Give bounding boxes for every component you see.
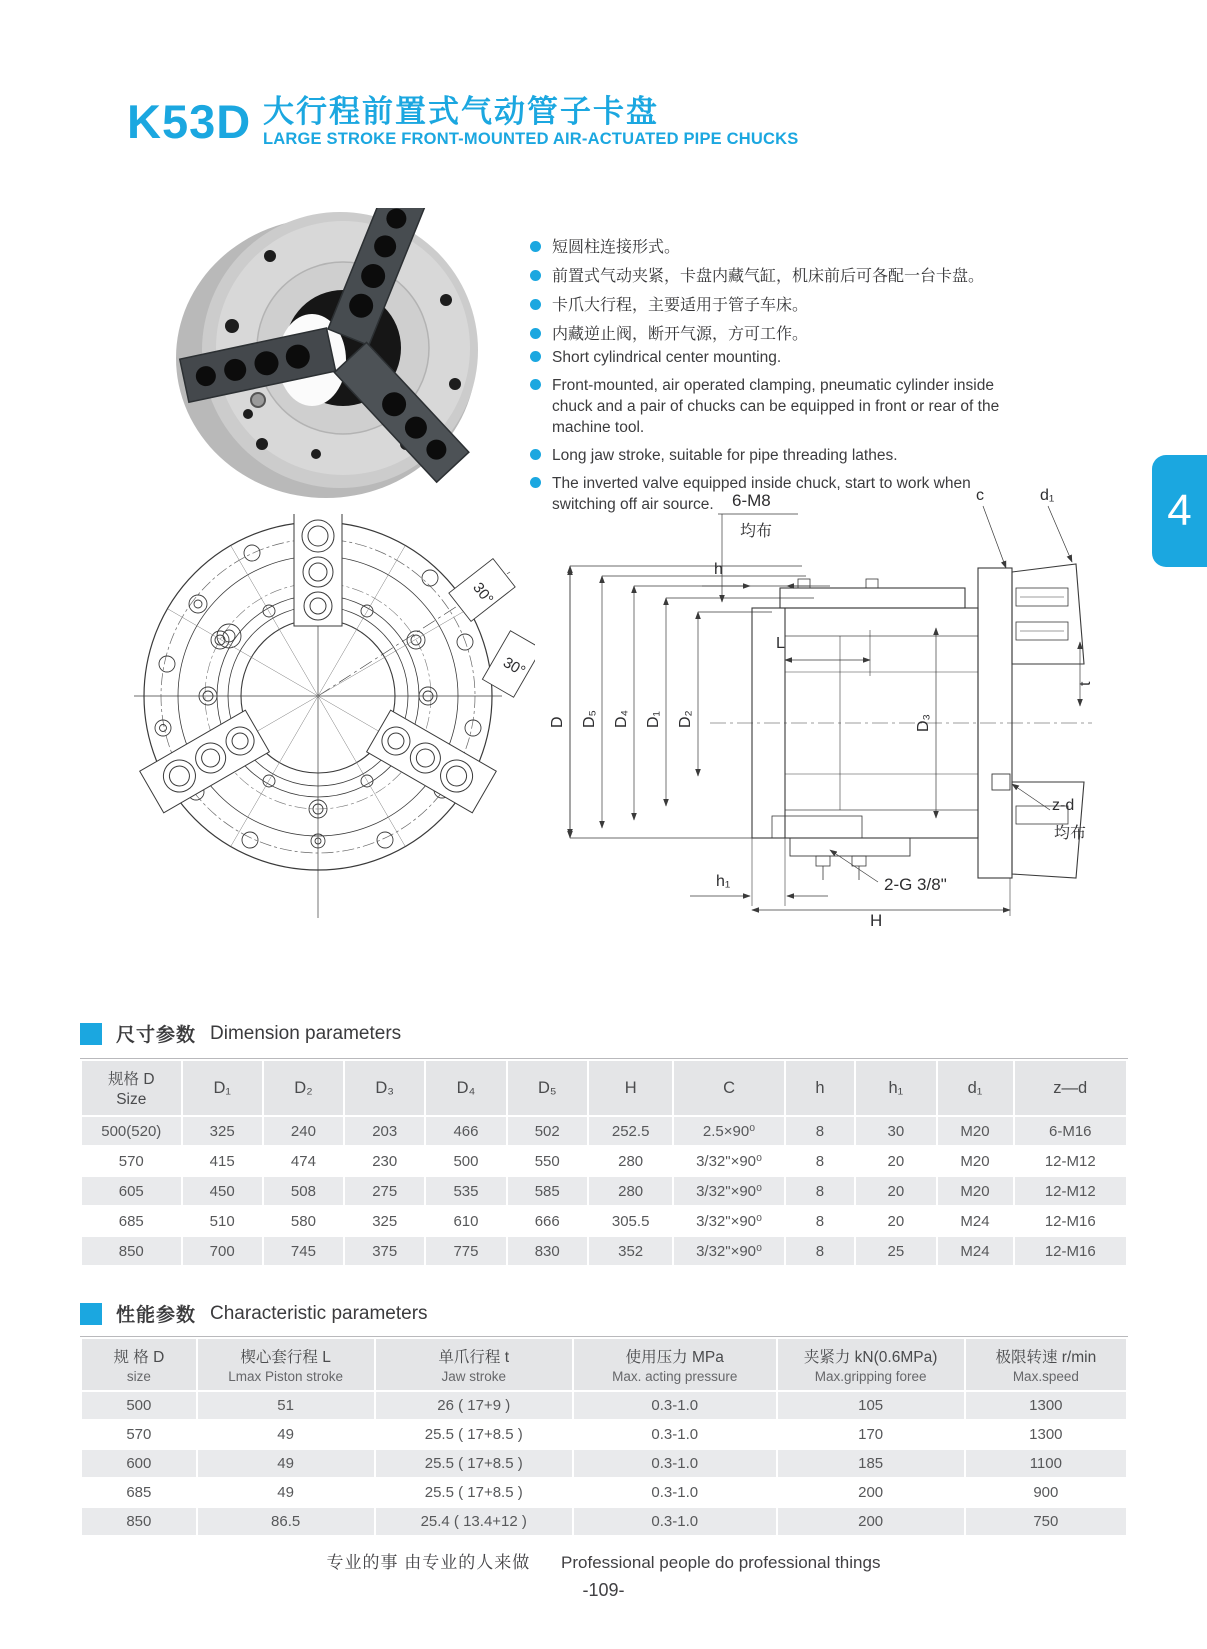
table-cell: 3/32"×90⁰ xyxy=(674,1177,783,1205)
table-cell: 200 xyxy=(778,1479,964,1506)
table-cell: 25.5 ( 17+8.5 ) xyxy=(376,1479,572,1506)
section-square-icon xyxy=(80,1303,102,1325)
table-row xyxy=(82,1479,1126,1506)
product-photo xyxy=(150,208,500,500)
table-cell: 185 xyxy=(778,1450,964,1477)
col-header: 使用压力 MPa Max. acting pressure xyxy=(574,1339,776,1390)
feature-text: 卡爪大行程，主要适用于管子车床。 xyxy=(552,297,809,314)
col-header: 极限转速 r/min Max.speed xyxy=(966,1339,1126,1390)
table-cell: 203 xyxy=(345,1117,424,1145)
feature-item xyxy=(530,324,1010,345)
table-cell: 605 xyxy=(82,1177,181,1205)
table-cell: 8 xyxy=(786,1177,855,1205)
table-cell: 745 xyxy=(264,1237,343,1265)
col-header-size: 规格 D Size xyxy=(82,1061,181,1115)
table-cell: 170 xyxy=(778,1421,964,1448)
label-H: H xyxy=(870,911,883,930)
col-header: H xyxy=(589,1061,673,1115)
label-d1: d₁ xyxy=(1040,487,1055,504)
table-cell: 500 xyxy=(82,1392,196,1419)
table-cell: 685 xyxy=(82,1479,196,1506)
table-cell: 500 xyxy=(426,1147,505,1175)
table-cell: M24 xyxy=(938,1207,1013,1235)
table-cell: 200 xyxy=(778,1508,964,1535)
label-c: c xyxy=(976,487,984,504)
characteristic-section-title xyxy=(80,1300,428,1327)
table-cell: 3/32"×90⁰ xyxy=(674,1237,783,1265)
table-cell: 8 xyxy=(786,1207,855,1235)
col-header: z—d xyxy=(1015,1061,1127,1115)
dim-D3: D₃ xyxy=(915,713,932,732)
dim-D5: D₅ xyxy=(581,710,598,728)
bullet-icon xyxy=(530,299,541,310)
table-row xyxy=(82,1421,1126,1448)
dim-D4: D₄ xyxy=(613,709,630,728)
table-cell: 666 xyxy=(508,1207,587,1235)
table-cell: 305.5 xyxy=(589,1207,673,1235)
table-cell: 0.3-1.0 xyxy=(574,1479,776,1506)
table-cell: 830 xyxy=(508,1237,587,1265)
table-cell: 700 xyxy=(183,1237,262,1265)
table-cell: 750 xyxy=(966,1508,1126,1535)
feature-text: Long jaw stroke, suitable for pipe threading lathes. xyxy=(552,447,898,464)
table-cell: 49 xyxy=(198,1421,374,1448)
table-cell: 375 xyxy=(345,1237,424,1265)
model-code: K53D xyxy=(127,95,252,148)
table-cell: 8 xyxy=(786,1117,855,1145)
label-evenly-zd: 均布 xyxy=(1054,825,1087,842)
table-cell: 1300 xyxy=(966,1421,1126,1448)
footer-slogan-en: Professional people do professional things xyxy=(561,1553,881,1572)
col-header: D₄ xyxy=(426,1061,505,1115)
table-cell: 685 xyxy=(82,1207,181,1235)
bullet-icon xyxy=(530,449,541,460)
col-header: h₁ xyxy=(856,1061,935,1115)
table-row xyxy=(82,1117,1126,1145)
label-evenly-top: 均布 xyxy=(740,523,773,540)
table-cell: 352 xyxy=(589,1237,673,1265)
table-cell: 51 xyxy=(198,1392,374,1419)
col-header: D₂ xyxy=(264,1061,343,1115)
characteristic-table xyxy=(80,1336,1128,1537)
section-title-zh: 性能参数 xyxy=(116,1305,197,1326)
feature-item xyxy=(530,237,1010,258)
dim-t: t xyxy=(1077,681,1094,686)
table-cell: 550 xyxy=(508,1147,587,1175)
table-header-row xyxy=(82,1061,1126,1115)
table-cell: 610 xyxy=(426,1207,505,1235)
table-cell: 275 xyxy=(345,1177,424,1205)
col-header: 单爪行程 t Jaw stroke xyxy=(376,1339,572,1390)
table-cell: 105 xyxy=(778,1392,964,1419)
label-fitting: 2-G 3/8" xyxy=(884,875,947,894)
table-cell: 325 xyxy=(345,1207,424,1235)
feature-text: Short cylindrical center mounting. xyxy=(552,349,782,366)
table-row xyxy=(82,1177,1126,1205)
bullet-icon xyxy=(530,328,541,339)
table-cell: 510 xyxy=(183,1207,262,1235)
col-header: D₁ xyxy=(183,1061,262,1115)
table-header-row xyxy=(82,1339,1126,1390)
table-cell: 20 xyxy=(856,1177,935,1205)
table-row xyxy=(82,1207,1126,1235)
label-L: L xyxy=(776,635,785,652)
table-cell: 25 xyxy=(856,1237,935,1265)
feature-text: 内藏逆止阀，断开气源，方可工作。 xyxy=(552,326,809,343)
table-cell: 580 xyxy=(264,1207,343,1235)
page-title-zh: 大行程前置式气动管子卡盘 xyxy=(263,94,659,129)
table-cell: 280 xyxy=(589,1147,673,1175)
table-cell: 25.5 ( 17+8.5 ) xyxy=(376,1421,572,1448)
table-cell: 570 xyxy=(82,1147,181,1175)
table-cell: 25.4 ( 13.4+12 ) xyxy=(376,1508,572,1535)
feature-text: Front-mounted, air operated clamping, pneumatic cylinder inside chuck and a pair of chucks can be equipped in front or rear of the machine tool. xyxy=(552,377,1000,436)
table-cell: 1300 xyxy=(966,1392,1126,1419)
section-square-icon xyxy=(80,1023,102,1045)
section-title-en: Characteristic parameters xyxy=(210,1302,428,1324)
table-cell: 775 xyxy=(426,1237,505,1265)
col-header: 夹紧力 kN(0.6MPa) Max.gripping foree xyxy=(778,1339,964,1390)
col-header: 楔心套行程 L Lmax Piston stroke xyxy=(198,1339,374,1390)
table-cell: 474 xyxy=(264,1147,343,1175)
table-cell: 30 xyxy=(856,1117,935,1145)
feature-item xyxy=(530,375,1010,438)
table-cell: 0.3-1.0 xyxy=(574,1508,776,1535)
table-cell: 850 xyxy=(82,1237,181,1265)
dimension-section-title xyxy=(80,1020,401,1047)
table-cell: 3/32"×90⁰ xyxy=(674,1207,783,1235)
feature-text: 前置式气动夹紧，卡盘内藏气缸，机床前后可各配一台卡盘。 xyxy=(552,268,985,285)
feature-item xyxy=(530,445,1010,466)
section-view-drawing xyxy=(540,476,1100,931)
feature-text: The inverted valve equipped inside chuck, start to work when switching off air source. xyxy=(552,475,971,513)
table-cell: 570 xyxy=(82,1421,196,1448)
features-zh xyxy=(530,237,1010,353)
table-cell: 2.5×90⁰ xyxy=(674,1117,783,1145)
table-cell: 0.3-1.0 xyxy=(574,1450,776,1477)
table-cell: 850 xyxy=(82,1508,196,1535)
table-cell: 20 xyxy=(856,1147,935,1175)
table-row xyxy=(82,1237,1126,1265)
page-number: -109- xyxy=(582,1580,625,1600)
table-cell: 466 xyxy=(426,1117,505,1145)
bullet-icon xyxy=(530,379,541,390)
table-cell: 585 xyxy=(508,1177,587,1205)
bullet-icon xyxy=(530,241,541,252)
dim-D: D xyxy=(549,716,566,728)
table-row xyxy=(82,1392,1126,1419)
label-h: h xyxy=(714,561,723,578)
col-header: C xyxy=(674,1061,783,1115)
angle-label-2: 30° xyxy=(500,653,529,681)
table-cell: 535 xyxy=(426,1177,505,1205)
table-cell: 500(520) xyxy=(82,1117,181,1145)
chapter-tab: 4 xyxy=(1152,455,1207,567)
table-cell: 12-M16 xyxy=(1015,1207,1127,1235)
table-cell: 12-M16 xyxy=(1015,1237,1127,1265)
feature-item xyxy=(530,266,1010,287)
table-row xyxy=(82,1508,1126,1535)
bullet-icon xyxy=(530,270,541,281)
table-cell: 49 xyxy=(198,1479,374,1506)
table-cell: 280 xyxy=(589,1177,673,1205)
dimension-table xyxy=(80,1058,1128,1267)
table-cell: 415 xyxy=(183,1147,262,1175)
table-cell: 900 xyxy=(966,1479,1126,1506)
feature-item xyxy=(530,347,1010,368)
table-cell: 230 xyxy=(345,1147,424,1175)
feature-text: 短圆柱连接形式。 xyxy=(552,239,681,256)
dim-D2: D₂ xyxy=(677,710,694,728)
col-header: h xyxy=(786,1061,855,1115)
col-header: D₅ xyxy=(508,1061,587,1115)
section-title-en: Dimension parameters xyxy=(210,1022,402,1044)
col-header: d₁ xyxy=(938,1061,1013,1115)
table-cell: 86.5 xyxy=(198,1508,374,1535)
col-header: 规 格 D size xyxy=(82,1339,196,1390)
angle-label-1: 30° xyxy=(469,579,497,608)
dim-D1: D₁ xyxy=(645,711,662,728)
table-cell: 0.3-1.0 xyxy=(574,1392,776,1419)
table-cell: 20 xyxy=(856,1207,935,1235)
table-cell: 450 xyxy=(183,1177,262,1205)
page-title-en: LARGE STROKE FRONT-MOUNTED AIR-ACTUATED PIPE CHUCKS xyxy=(263,130,799,148)
table-cell: 1100 xyxy=(966,1450,1126,1477)
front-view-drawing xyxy=(130,514,535,922)
label-zd: z-d xyxy=(1052,797,1075,814)
table-cell: 508 xyxy=(264,1177,343,1205)
col-header: D₃ xyxy=(345,1061,424,1115)
table-cell: 25.5 ( 17+8.5 ) xyxy=(376,1450,572,1477)
table-row xyxy=(82,1450,1126,1477)
footer-slogan-zh: 专业的事 由专业的人来做 xyxy=(326,1553,531,1572)
label-h1: h₁ xyxy=(716,873,731,890)
table-cell: 502 xyxy=(508,1117,587,1145)
table-row xyxy=(82,1147,1126,1175)
label-bolts-top: 6-M8 xyxy=(732,491,771,510)
chuck-photo-graphic xyxy=(150,208,500,500)
table-cell: 8 xyxy=(786,1237,855,1265)
table-cell: 6-M16 xyxy=(1015,1117,1127,1145)
footer-slogan xyxy=(0,1548,1207,1573)
table-cell: 600 xyxy=(82,1450,196,1477)
table-cell: M20 xyxy=(938,1147,1013,1175)
table-cell: 49 xyxy=(198,1450,374,1477)
bullet-icon xyxy=(530,351,541,362)
table-cell: 240 xyxy=(264,1117,343,1145)
section-title-zh: 尺寸参数 xyxy=(116,1025,197,1046)
table-cell: M24 xyxy=(938,1237,1013,1265)
table-cell: 26 ( 17+9 ) xyxy=(376,1392,572,1419)
table-cell: 8 xyxy=(786,1147,855,1175)
table-cell: 12-M12 xyxy=(1015,1177,1127,1205)
feature-item xyxy=(530,295,1010,316)
table-cell: M20 xyxy=(938,1177,1013,1205)
table-cell: 0.3-1.0 xyxy=(574,1421,776,1448)
table-cell: 3/32"×90⁰ xyxy=(674,1147,783,1175)
table-cell: M20 xyxy=(938,1117,1013,1145)
table-cell: 325 xyxy=(183,1117,262,1145)
table-cell: 252.5 xyxy=(589,1117,673,1145)
table-cell: 12-M12 xyxy=(1015,1147,1127,1175)
